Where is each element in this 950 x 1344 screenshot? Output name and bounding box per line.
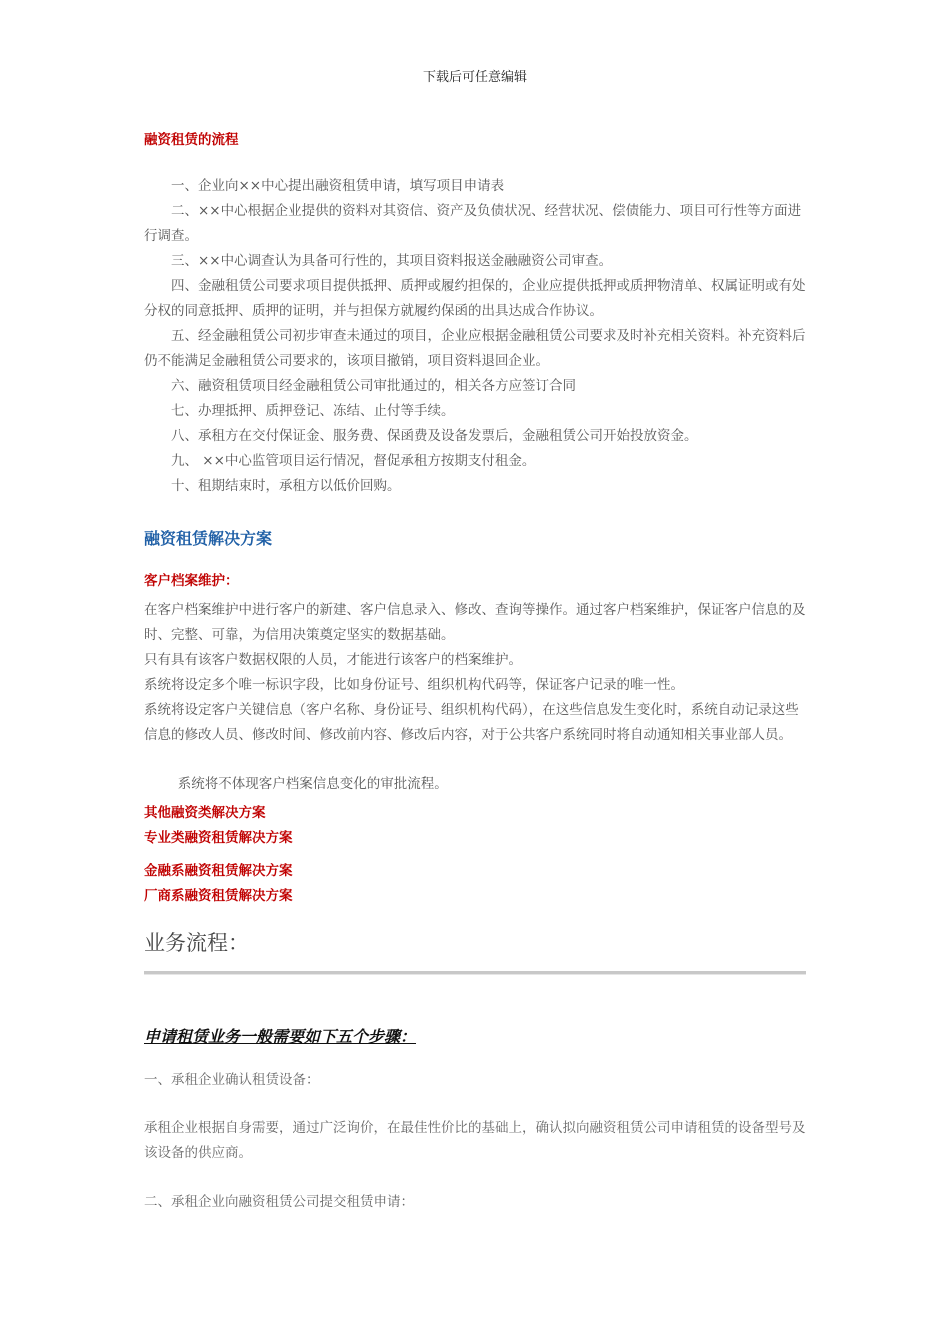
flow-item-7: 七、办理抵押、质押登记、冻结、止付等手续。 [171, 403, 455, 419]
solution-paragraph-1: 在客户档案维护中进行客户的新建、客户信息录入、修改、查询等操作。通过客户档案维护，保证客户信息的及时、完整、可靠，为信用决策奠定坚实的数据基础。 [144, 602, 806, 643]
link-financial-leasing[interactable]: 金融系融资租赁解决方案 [144, 863, 293, 879]
flow-item-5: 五、经金融租赁公司初步审查未通过的项目，企业应根据金融租赁公司要求及时补充相关资料。补充资料后仍不能满足金融租赁公司要求的，该项目撤销，项目资料退回企业。 [144, 328, 806, 369]
page-header: 下载后可任意编辑 [422, 70, 527, 85]
flow-item-4: 四、金融租赁公司要求项目提供抵押、质押或履约担保的，企业应提供抵押或质押物清单、权属证明或有处分权的同意抵押、质押的证明，并与担保方就履约保函的出具达成合作协议。 [144, 278, 806, 319]
solution-title: 融资租赁解决方案 [144, 529, 273, 548]
link-other-financing[interactable]: 其他融资类解决方案 [144, 805, 266, 821]
section-divider [144, 971, 806, 975]
link-manufacturer-leasing[interactable]: 厂商系融资租赁解决方案 [144, 888, 293, 904]
business-title: 业务流程： [144, 931, 249, 955]
link-professional-leasing[interactable]: 专业类融资租赁解决方案 [144, 830, 293, 846]
flow-item-6: 六、融资租赁项目经金融租赁公司审批通过的，相关各方应签订合同 [171, 378, 576, 394]
solution-paragraph-2: 只有具有该客户数据权限的人员，才能进行该客户的档案维护。 [144, 652, 522, 668]
flow-item-3: 三、××中心调查认为具备可行性的，其项目资料报送金融融资公司审查。 [171, 253, 613, 269]
flow-item-1: 一、企业向××中心提出融资租赁申请，填写项目申请表 [171, 178, 505, 194]
step-1-text: 承租企业根据自身需要，通过广泛询价，在最佳性价比的基础上，确认拟向融资租赁公司申请租赁的设备型号及该设备的供应商。 [144, 1120, 806, 1161]
solution-subtitle: 客户档案维护： [144, 573, 239, 589]
flow-item-2: 二、××中心根据企业提供的资料对其资信、资产及负债状况、经营状况、偿债能力、项目可行性等方面进行调查。 [144, 203, 802, 244]
solution-paragraph-5: 系统将不体现客户档案信息变化的审批流程。 [177, 776, 448, 792]
steps-heading: 申请租赁业务一般需要如下五个步骤： [144, 1027, 417, 1046]
step-1-title: 一、承租企业确认租赁设备： [144, 1072, 320, 1088]
flow-item-9: 九、 ××中心监管项目运行情况，督促承租方按期支付租金。 [171, 453, 536, 469]
flow-item-10: 十、租期结束时，承租方以低价回购。 [171, 478, 401, 494]
step-2-title: 二、承租企业向融资租赁公司提交租赁申请： [144, 1194, 414, 1210]
flow-item-8: 八、承租方在交付保证金、服务费、保函费及设备发票后，金融租赁公司开始投放资金。 [171, 428, 698, 444]
solution-paragraph-3: 系统将设定多个唯一标识字段，比如身份证号、组织机构代码等，保证客户记录的唯一性。 [144, 677, 684, 693]
solution-paragraph-4: 系统将设定客户关键信息（客户名称、身份证号、组织机构代码），在这些信息发生变化时，系统自动记录这些信息的修改人员、修改时间、修改前内容、修改后内容，对于公共客户系统同时将自动通知相关事业部人员。 [144, 702, 799, 743]
flow-title: 融资租赁的流程 [144, 132, 239, 148]
